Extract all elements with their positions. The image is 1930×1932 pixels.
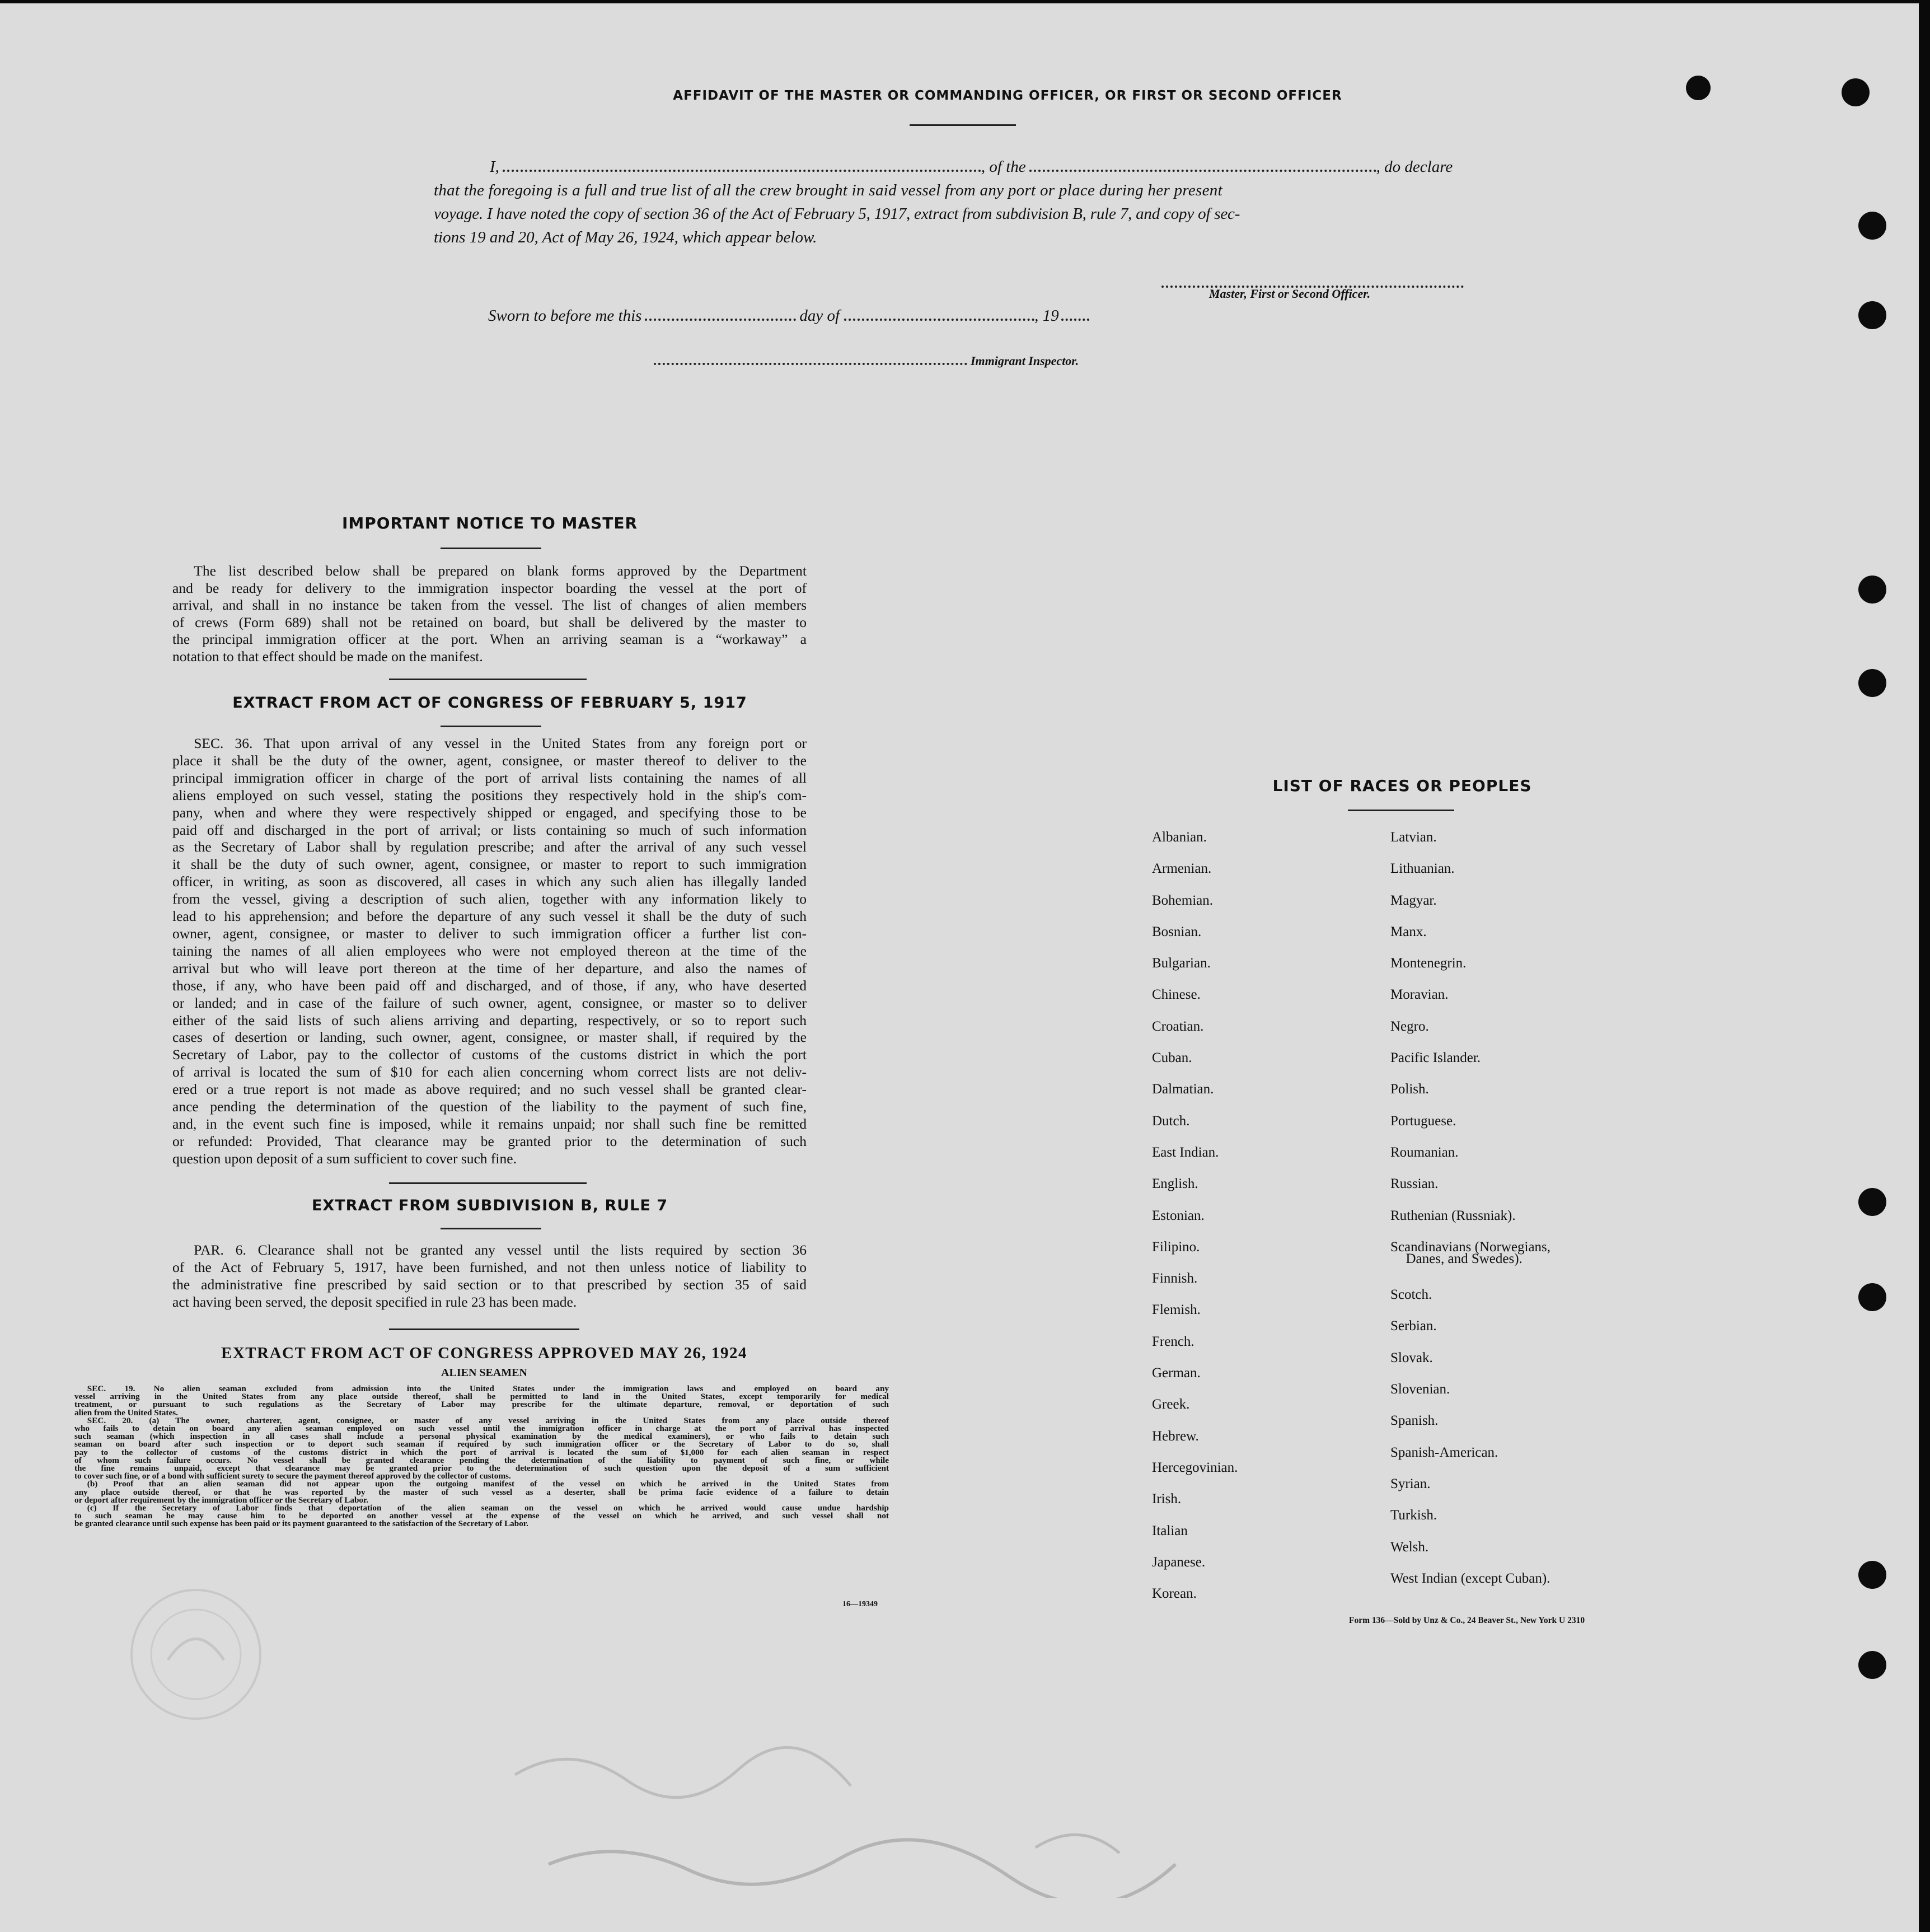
i-label: I,	[490, 158, 499, 176]
text-line: of crews (Form 689) shall not be retained on board, but shall be delivered by the master to	[172, 614, 807, 630]
text-line: pany, when and where they were respectively shipped or engaged, and specifying those to be	[172, 804, 807, 821]
text-line: any place outside thereof, or that he was reported by the master of such vessel as a deserter, shall be prima facie evidence of a failure to detain	[74, 1488, 889, 1496]
text-line: who fails to detain on board any alien seaman employed on such vessel until the immigration officer in charge at the port of arrival has inspected	[74, 1425, 889, 1433]
text-line: principal immigration officer in charge of the port of arrival lists containing the names of all	[172, 769, 807, 786]
extract-1917-rule	[441, 726, 541, 727]
extract-1917-title: EXTRACT FROM ACT OF CONGRESS OF FEBRUARY 5, 1917	[232, 694, 747, 712]
text-line: those, if any, who have been paid off and discharged, and of those, if any, who have deserted	[172, 977, 807, 994]
text-line: owner, agent, consignee, or master to deliver to such immigration officer a further list con-	[172, 925, 807, 942]
race-item: Irish.	[1152, 1491, 1182, 1507]
race-item: French.	[1152, 1334, 1194, 1349]
text-line: SEC. 36. That upon arrival of any vessel in the United States from any foreign port or	[194, 735, 807, 751]
race-item: Lithuanian.	[1390, 861, 1455, 877]
race-item: Moravian.	[1390, 987, 1449, 1003]
text-line: lead to his apprehension; and before the departure of any such vessel it shall be the duty of such	[172, 908, 807, 925]
day-of-label: day of	[799, 307, 840, 325]
extract-rule7-body	[172, 1241, 807, 1311]
text-line: or deport after requirement by the immigration officer or the Secretary of Labor.	[74, 1496, 369, 1505]
race-item: Filipino.	[1152, 1239, 1200, 1255]
race-item: Pacific Islander.	[1390, 1050, 1481, 1066]
race-item: Scandinavians (Norwegians,	[1390, 1239, 1551, 1255]
text-line: pay to the collector of customs of the customs district in which the port of arrival is located the sum of $1,000 for each alien seaman in respect	[74, 1448, 889, 1457]
text-line: seaman on board after such inspection or to deport such seaman if required by such immigration officer or the Secretary of Labor to do so, shall	[74, 1440, 889, 1449]
race-item: Finnish.	[1152, 1271, 1198, 1287]
do-declare-label: , do declare	[1376, 158, 1453, 176]
race-item: Manx.	[1390, 924, 1427, 939]
year-label: , 19	[1034, 307, 1059, 325]
races-left-column	[1152, 822, 1238, 1610]
print-code: 16—19349	[842, 1600, 878, 1608]
faint-handwriting	[504, 1708, 1399, 1898]
extract-1924-title: EXTRACT FROM ACT OF CONGRESS APPROVED MAY 26, 1924	[221, 1344, 747, 1362]
text-line: to such seaman he may cause him to be deported on another vessel at the expense of the vessel on which he arrived, and such vessel shall not	[74, 1512, 889, 1521]
extract-1924-subtitle: ALIEN SEAMEN	[441, 1367, 527, 1379]
binder-hole	[1858, 669, 1886, 697]
text-line: PAR. 6. Clearance shall not be granted any vessel until the lists required by section 36	[194, 1242, 807, 1258]
race-item: Serbian.	[1390, 1318, 1437, 1334]
race-item: Flemish.	[1152, 1302, 1201, 1318]
binder-hole	[1842, 78, 1870, 106]
inspector-line	[654, 353, 1079, 368]
race-item: Polish.	[1390, 1082, 1429, 1097]
text-line: from the vessel, giving a description of such alien, together with any information likely to	[172, 891, 807, 907]
race-item: Welsh.	[1390, 1539, 1429, 1555]
binder-hole	[1858, 1283, 1886, 1311]
text-line: be granted clearance until such expense has been paid or its payment guaranteed to the satisfaction of the Secretary of Labor.	[74, 1520, 528, 1528]
text-line: vessel arriving in the United States from any place outside thereof, shall be permitted to land in the United States, except temporarily for medical	[74, 1393, 889, 1401]
races-title: LIST OF RACES OR PEOPLES	[1272, 776, 1532, 795]
text-line: Secretary of Labor, pay to the collector of customs of the customs district in which the port	[172, 1046, 807, 1063]
vessel-field[interactable]	[1029, 160, 1376, 172]
text-line: ance pending the determination of the question of the liability to the payment of such fine,	[172, 1098, 807, 1115]
race-item: Russian.	[1390, 1176, 1439, 1192]
text-line: The list described below shall be prepared on blank forms approved by the Department	[194, 563, 807, 579]
notice-end-rule	[389, 679, 587, 680]
text-line: the fine remains unpaid, except that clearance may be granted prior to the determination of such question upon the deposit of a sum sufficient	[74, 1465, 889, 1473]
race-item: Italian	[1152, 1523, 1188, 1538]
race-item: Latvian.	[1390, 830, 1437, 845]
text-line: of arrival is located the sum of $10 for each alien concerning whom correct lists are not deliv-	[172, 1064, 807, 1080]
master-signature-label: Master, First or Second Officer.	[1209, 287, 1371, 301]
affidavit-line-1	[434, 155, 1495, 179]
extract-1917-body	[172, 735, 807, 1168]
text-line: arrival but who will leave port thereon at the time of her departure, and also the names of	[172, 960, 807, 976]
text-line: treatment, or pursuant to such regulations as the Secretary of Labor may prescribe for the ultimate departure, removal, or deportation of such	[74, 1401, 889, 1409]
race-item: Ruthenian (Russniak).	[1390, 1208, 1516, 1223]
race-item: Estonian.	[1152, 1208, 1205, 1223]
race-item: Portuguese.	[1390, 1113, 1456, 1129]
top-scan-edge	[0, 0, 1930, 3]
name-field[interactable]	[503, 160, 981, 172]
sworn-year-field[interactable]	[1061, 308, 1089, 321]
race-item: Negro.	[1390, 1018, 1429, 1034]
affidavit-declaration	[434, 155, 1495, 249]
race-item: Dalmatian.	[1152, 1082, 1214, 1097]
sworn-label: Sworn to before me this	[488, 307, 642, 325]
race-item: Syrian.	[1390, 1476, 1431, 1491]
notice-title: IMPORTANT NOTICE TO MASTER	[341, 514, 638, 532]
text-line: ered or a true report is not made as above required; and no such vessel shall be granted clear-	[172, 1081, 807, 1098]
race-item: Korean.	[1152, 1586, 1197, 1602]
text-line: or landed; and in case of the failure of such owner, agent, consignee, or master so to deliver	[172, 994, 807, 1011]
text-line: question upon deposit of a sum sufficient to cover such fine.	[172, 1150, 517, 1167]
text-line: the administrative fine prescribed by said section or to that prescribed by section 35 of said	[172, 1276, 807, 1293]
binder-hole	[1858, 301, 1886, 329]
text-line: either of the said lists of such aliens arriving and departing, respectively, or so to report such	[172, 1012, 807, 1028]
race-item: Spanish.	[1390, 1413, 1439, 1429]
notice-title-rule	[441, 548, 541, 549]
inspector-label: Immigrant Inspector.	[971, 354, 1079, 368]
race-item: Albanian.	[1152, 830, 1207, 845]
race-item: Armenian.	[1152, 861, 1212, 877]
binder-hole	[1858, 212, 1886, 240]
race-item: Montenegrin.	[1390, 956, 1467, 971]
extract-1924-body	[74, 1385, 889, 1528]
race-item: Hercegovinian.	[1152, 1459, 1238, 1475]
race-item: Greek.	[1152, 1397, 1190, 1412]
text-line: SEC. 20. (a) The owner, charterer, agent, consignee, or master of any vessel arriving in the United States from any place outside thereof	[87, 1416, 889, 1425]
embossed-seal	[84, 1584, 308, 1724]
sworn-line	[488, 307, 1089, 325]
form-note: Form 136—Sold by Unz & Co., 24 Beaver St., New York U 2310	[1349, 1616, 1585, 1625]
race-item: Bosnian.	[1152, 924, 1202, 939]
master-signature-field[interactable]	[1161, 275, 1464, 288]
affidavit-title-rule	[910, 124, 1016, 126]
text-line: to cover such fine, or of a bond with sufficient surety to secure the payment thereof approved by the collector of customs.	[74, 1472, 511, 1481]
race-item: Magyar.	[1390, 892, 1437, 908]
text-line: arrival, and shall in no instance be taken from the vessel. The list of changes of alien members	[172, 597, 807, 613]
inspector-signature-field[interactable]	[654, 353, 967, 365]
race-item: Slovenian.	[1390, 1382, 1450, 1397]
text-line: taining the names of all alien employees who were not employed thereon at the time of the	[172, 942, 807, 959]
extract-1917-end-rule	[389, 1182, 587, 1184]
text-line: paid off and discharged in the port of arrival; or lists containing so much of such information	[172, 821, 807, 838]
race-item: Turkish.	[1390, 1508, 1437, 1523]
race-item: Bulgarian.	[1152, 956, 1211, 971]
races-right-column	[1390, 822, 1550, 1594]
affidavit-line-4: tions 19 and 20, Act of May 26, 1924, which appear below.	[434, 228, 817, 246]
race-item: English.	[1152, 1176, 1198, 1192]
affidavit-line-3: voyage. I have noted the copy of section 36 of the Act of February 5, 1917, extract from subdivision B, rule 7, and copy of sec-	[434, 205, 1240, 223]
text-line: (b) Proof that an alien seaman did not appear upon the outgoing manifest of the vessel on which he arrived in the United States from	[87, 1480, 889, 1489]
sworn-month-field[interactable]	[844, 308, 1034, 321]
text-line: and be ready for delivery to the immigration inspector boarding the vessel at the port of	[172, 579, 807, 596]
race-item: Croatian.	[1152, 1018, 1204, 1034]
race-item: Spanish-American.	[1390, 1444, 1498, 1460]
text-line: aliens employed on such vessel, stating the positions they respectively hold in the ship's com-	[172, 787, 807, 803]
text-line: SEC. 19. No alien seaman excluded from admission into the United States under the immigration laws and employed on board any	[87, 1385, 889, 1393]
race-item: West Indian (except Cuban).	[1390, 1570, 1550, 1586]
races-title-rule	[1348, 810, 1454, 811]
extract-rule7-title: EXTRACT FROM SUBDIVISION B, RULE 7	[311, 1197, 668, 1214]
binder-hole	[1686, 76, 1711, 100]
race-item: Cuban.	[1152, 1050, 1192, 1066]
text-line: the principal immigration officer at the port. When an arriving seaman is a “workaway” a	[172, 631, 807, 647]
text-line: as the Secretary of Labor shall by regulation prescribe; and after the arrival of any such vessel	[172, 839, 807, 855]
text-line: such seaman (which inspection in all cases shall include a personal physical examination by the medical examiners), or who fails to detain such	[74, 1433, 889, 1441]
text-line: or refunded: Provided, That clearance may be granted prior to the determination of such	[172, 1133, 807, 1149]
text-line: notation to that effect should be made on the manifest.	[172, 648, 483, 665]
text-line: officer, in writing, as soon as discovered, all cases in which any such alien has illegally landed	[172, 873, 807, 890]
text-line: cases of desertion or landing, such owner, agent, consignee, or master shall, if required by the	[172, 1029, 807, 1046]
text-line: of whom such failure occurs. No vessel shall be granted clearance pending the determination of the liability to payment of such fine, or while	[74, 1456, 889, 1465]
race-item: Japanese.	[1152, 1554, 1206, 1570]
binder-hole	[1858, 576, 1886, 604]
race-item: East Indian.	[1152, 1144, 1219, 1160]
binder-hole	[1858, 1651, 1886, 1679]
race-item: Hebrew.	[1152, 1428, 1199, 1444]
extract-rule7-end-rule	[389, 1328, 579, 1330]
binder-hole	[1858, 1188, 1886, 1216]
notice-body	[172, 563, 807, 665]
sworn-day-field[interactable]	[645, 308, 796, 321]
text-line: of the Act of February 5, 1917, have been furnished, and not then unless notice of liability to	[172, 1259, 807, 1275]
text-line: it shall be the duty of such owner, agent, consignee, or master to report to such immigration	[172, 856, 807, 873]
race-item: Danes, and Swedes).	[1406, 1251, 1523, 1267]
race-item: Scotch.	[1390, 1287, 1432, 1303]
text-line: (c) If the Secretary of Labor finds that deportation of the alien seaman on the vessel on which he arrived would cause undue hardship	[87, 1504, 889, 1513]
binder-hole	[1858, 1561, 1886, 1589]
race-item: Dutch.	[1152, 1113, 1190, 1129]
extract-rule7-rule	[441, 1228, 541, 1229]
race-item: Chinese.	[1152, 987, 1201, 1003]
race-item: Bohemian.	[1152, 892, 1214, 908]
affidavit-title: AFFIDAVIT OF THE MASTER OR COMMANDING OFFICER, OR FIRST OR SECOND OFFICER	[673, 88, 1342, 103]
affidavit-line-2: that the foregoing is a full and true list of all the crew brought in said vessel from any port or place during her present	[434, 181, 1222, 199]
of-the-label: , of the	[981, 158, 1026, 176]
text-line: and, in the event such fine is imposed, while it remains unpaid; nor shall such fine be remitted	[172, 1115, 807, 1132]
race-item: German.	[1152, 1365, 1201, 1381]
text-line: place it shall be the duty of the owner, agent, consignee, or master thereof to deliver to the	[172, 752, 807, 769]
text-line: alien from the United States.	[74, 1409, 178, 1417]
right-scan-edge	[1919, 0, 1930, 1932]
race-item: Roumanian.	[1390, 1144, 1459, 1160]
text-line: act having been served, the deposit specified in rule 23 has been made.	[172, 1294, 577, 1310]
race-item: Slovak.	[1390, 1350, 1433, 1365]
